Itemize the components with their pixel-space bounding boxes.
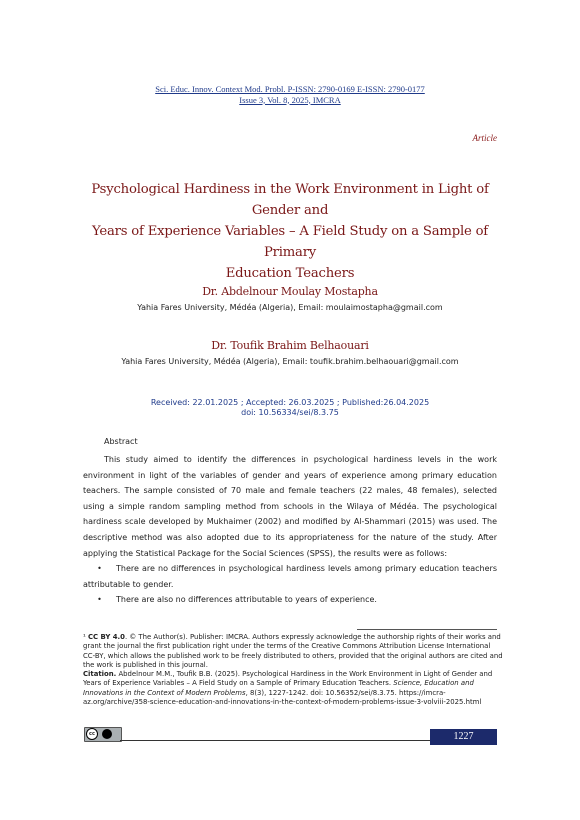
footnote-separator (357, 629, 497, 630)
citation-label: Citation. (83, 670, 117, 679)
page-number: 1227 (430, 729, 497, 745)
journal-issn-link[interactable]: Sci. Educ. Innov. Context Mod. Probl. P-ISSN: 2790-0169 E-ISSN: 2790-0177 (155, 84, 425, 94)
dates-line: Received: 22.01.2025 ; Accepted: 26.03.2025 ; Published:26.04.2025 (150, 398, 430, 407)
paper-title (70, 179, 510, 284)
citation-text: Abdelnour M.M., Toufik B.B. (2025). Psychological Hardiness in the Work Environment in Light of Gender and Years of Experience Variables – A Field Study on a Sample of Primary Education Teachers. (83, 670, 493, 688)
license-text: . © The Author(s). Publisher: IMCRA. Authors expressly acknowledge the authorship rights of their works and grant the journal the first publication right under the terms of the Creative Commons Attribution License International CC-BY, which allows the published work to be freely distributed to others, provided that the original authors are cited and the work is published in this journal. (83, 633, 503, 669)
author-name-1: Dr. Abdelnour Moulay Mostapha (202, 285, 378, 298)
publication-dates (0, 398, 580, 418)
footer-rule (120, 740, 430, 741)
attribution-icon (102, 729, 112, 739)
doi-line[interactable]: doi: 10.56334/sei/8.3.75 (241, 408, 339, 417)
article-type-label: Article (472, 133, 497, 143)
citation-journal: Science, Education and Innovations in the Context of Modern Problems (83, 679, 474, 697)
citation-note (83, 670, 503, 707)
cc-license-badge[interactable] (84, 727, 122, 742)
author-affiliation-1: Yahia Fares University, Médéa (Algeria), Email: moulaimostapha@gmail.com (137, 303, 443, 312)
abstract-heading: Abstract (104, 437, 138, 446)
footnote (83, 633, 503, 707)
license-bold: CC BY 4.0 (87, 633, 125, 641)
title-line: Years of Experience Variables – A Field Study on a Sample of Primary (92, 224, 488, 260)
title-line: Psychological Hardiness in the Work Environment in Light of Gender and (91, 182, 489, 218)
creative-commons-icon: cc (86, 728, 98, 740)
abstract-body (83, 452, 497, 608)
title-line: Education Teachers (225, 266, 355, 281)
journal-issue-link[interactable]: Issue 3, Vol. 8, 2025, IMCRA (239, 94, 341, 105)
abstract-bullet-1 (83, 561, 497, 592)
abstract-paragraph: This study aimed to identify the differences in psychological hardiness levels in the work environment in light of the variables of gender and years of experience among primary education teachers. The sample consisted of 70 male and female teachers (22 males, 48 females), selected using a simple random sampling method from schools in the Wilaya of Médéa. The psychological hardiness scale developed by Mukhaimer (2002) and modified by Al-Shammari (2015) was used. The descriptive method was also adopted due to its appropriateness for the nature of the study. After applying the Statistical Package for the Social Sciences (SPSS), the results were as follows: (83, 455, 497, 558)
license-note (83, 633, 503, 670)
bullet-text: There are also no differences attributable to years of experience. (116, 595, 377, 605)
abstract-bullet-2 (83, 592, 497, 608)
author-affiliation-2: Yahia Fares University, Médéa (Algeria), Email: toufik.brahim.belhaouari@gmail.com (121, 357, 459, 366)
footnote-marker: ¹ (83, 633, 86, 641)
citation-rest[interactable]: , 8(3), 1227-1242. doi: 10.56352/sei/8.3.75. https://imcra-az.org/archive/358-science-education-and-innovations-in-the-context-of-modern-problems-issue-3-volviii-2025.html (83, 688, 482, 707)
author-name-2: Dr. Toufik Brahim Belhaouari (211, 339, 369, 352)
bullet-text: There are no differences in psychological hardiness levels among primary education teachers attributable to gender. (83, 564, 497, 589)
bullet-icon: • (97, 595, 102, 605)
bullet-icon: • (97, 564, 102, 574)
journal-header (0, 84, 580, 105)
